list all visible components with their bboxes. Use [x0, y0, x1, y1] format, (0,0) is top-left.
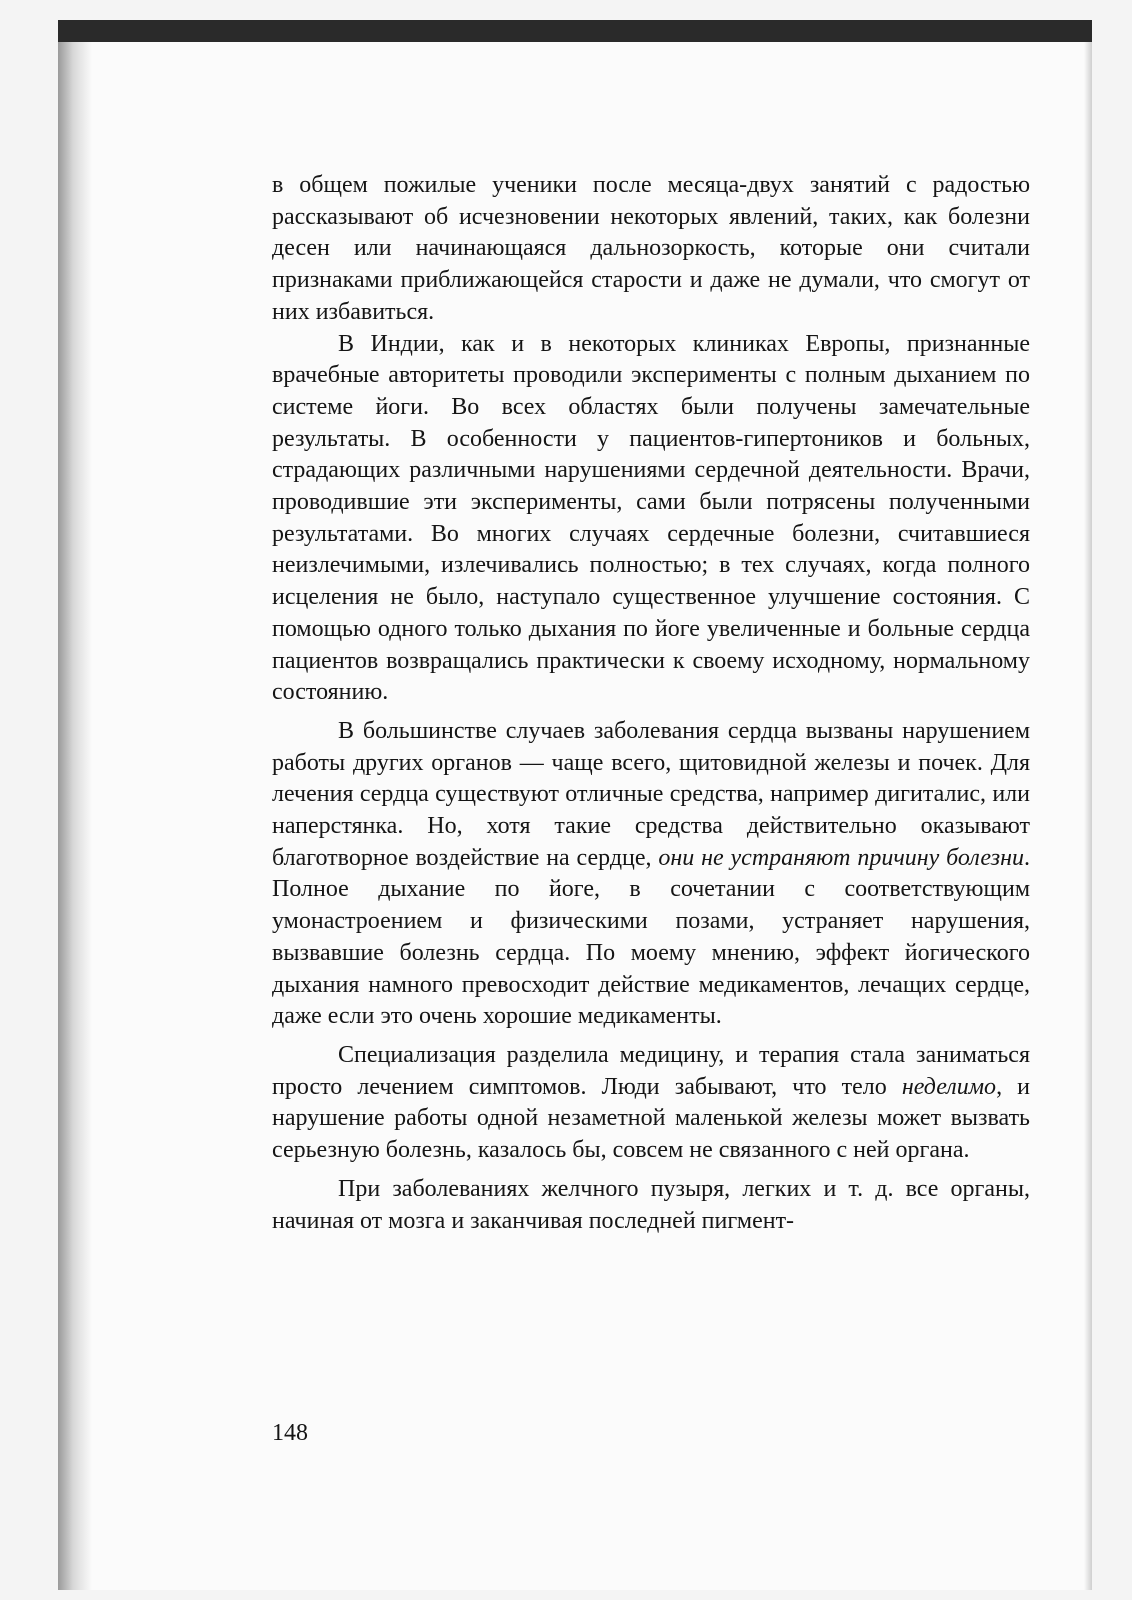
paragraph-3-text-b: . Полное дыхание по йоге, в сочетании с соответствующим умонастроением и физическими позами, устраняет нарушения, вызвавшие болезнь сердца. По моему мнению, эффект йогического дыхания намного превосходит действие медикаментов, лечащих сердце, даже если это очень хорошие медикаменты. — [272, 844, 1030, 1030]
paragraph-2-text: В Индии, как и в некоторых клиниках Европы, признанные врачебные авторитеты проводили эксперименты с полным дыханием по системе йоги. Во всех областях были получены замечательные результаты. В особенности у пациентов-гипертоников и больных, страдающих различными нарушениями сердечной деятельности. Врачи, проводившие эти эксперименты, сами были потрясены полученными результатами. Во многих случаях сердечные болезни, считавшиеся неизлечимыми, излечивались полностью; в тех случаях, когда полного исцеления не было, наступало существенное улучшение состояния. С помощью одного только дыхания по йоге увеличенные и больные сердца пациентов возвращались практически к своему исходному, нормальному состоянию. — [272, 330, 1030, 706]
paragraph-5-text: При заболеваниях желчного пузыря, легких и т. д. все органы, начиная от мозга и заканчивая последней пигмент- — [272, 1175, 1030, 1234]
paragraph-5 — [272, 1174, 1030, 1237]
binding-shadow — [58, 42, 92, 1590]
paragraph-1-text: в общем пожилые ученики после месяца-двух занятий с радостью рассказывают об исчезновении некоторых явлений, таких, как болезни десен или начинающаяся дальнозоркость, которые они считали признаками приближающейся старости и даже не думали, что смогут от них избавиться. — [272, 172, 1030, 325]
body-text — [272, 170, 1030, 1237]
paragraph-3 — [272, 716, 1030, 1033]
paragraph-3-text-a: В большинстве случаев заболевания сердца вызваны нарушением работы других органов — чаще всего, щитовидной железы и почек. Для лечения сердца существуют отличные средства, например дигиталис, или наперстянка. Но, хотя такие средства действительно оказывают благотворное воздействие на сердце, — [272, 717, 1030, 871]
book-page — [58, 20, 1092, 1590]
paragraph-4-text-b: , и нарушение работы одной незаметной маленькой железы может вызвать серьезную болезнь, казалось бы, совсем не связанного с ней органа. — [272, 1073, 1031, 1164]
page-edge — [1084, 42, 1092, 1590]
paragraph-4-emphasis: неделимо — [901, 1073, 997, 1100]
paragraph-4 — [272, 1040, 1030, 1167]
paragraph-4-text-a: Специализация разделила медицину, и терапия стала заниматься просто лечением симптомов. Люди забывают, что тело — [272, 1041, 1030, 1100]
paragraph-3-emphasis: они не устраняют причину болезни — [658, 844, 1024, 871]
page-number: 148 — [272, 1420, 308, 1446]
paragraph-1 — [272, 170, 1030, 329]
paragraph-2 — [272, 329, 1030, 709]
